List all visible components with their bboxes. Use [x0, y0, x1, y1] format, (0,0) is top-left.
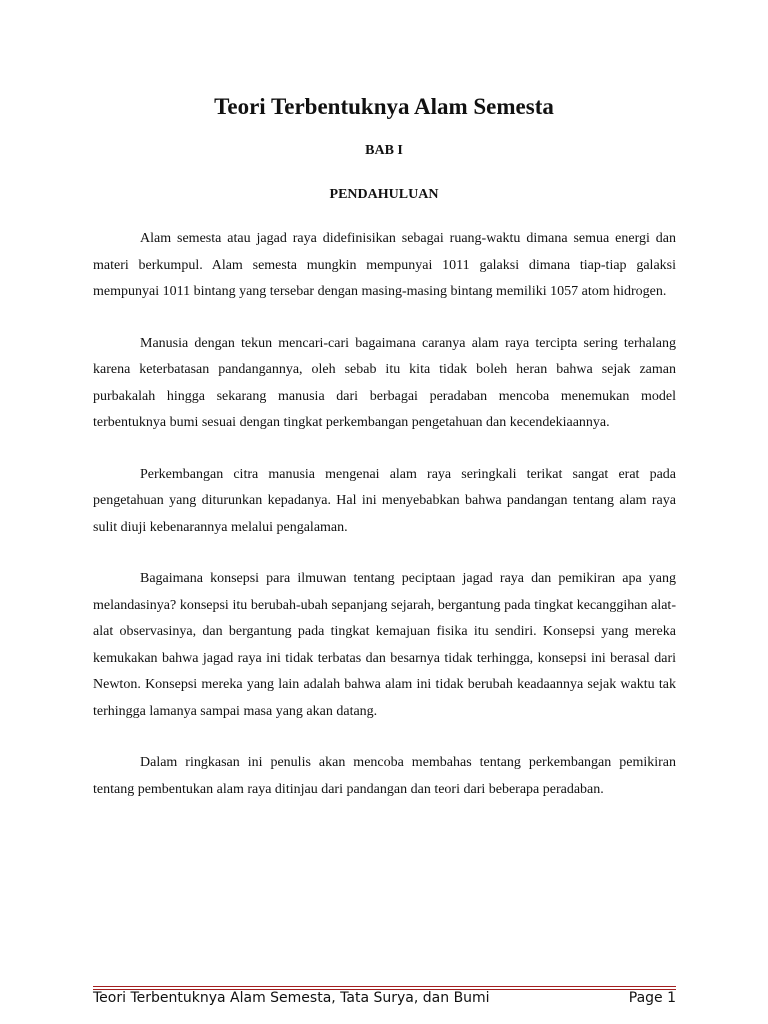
paragraph: Bagaimana konsepsi para ilmuwan tentang peciptaan jagad raya dan pemikiran apa yang melandasinya? konsepsi itu berubah-ubah sepanjang sejarah, bergantung pada tingkat kecanggihan alat-alat observasinya, dan bergantung pada tingkat kemajuan fisika itu sendiri. Konsepsi yang mereka kemukakan bahwa jagad raya ini tidak terbatas dan besarnya tidak terhingga, konsepsi ini berasal dari Newton. Konsepsi mereka yang lain adalah bahwa alam ini tidak berubah keadaannya sejak waktu tak terhingga lamanya sampai masa yang akan datang.: [93, 571, 676, 719]
chapter-heading: BAB I: [365, 143, 403, 158]
body-text: [93, 226, 676, 828]
page-number: Page 1: [628, 990, 676, 1006]
paragraph: Perkembangan citra manusia mengenai alam raya seringkali terikat sangat erat pada pengetahuan yang diturunkan kepadanya. Hal ini menyebabkan bahwa pandangan tentang alam raya sulit diuji kebenarannya melalui pengalaman.: [93, 466, 676, 535]
paragraph: Alam semesta atau jagad raya didefinisikan sebagai ruang-waktu dimana semua energi dan materi berkumpul. Alam semesta mungkin mempunyai 1011 galaksi dimana tiap-tiap galaksi mempunyai 1011 bintang yang tersebar dengan masing-masing bintang memiliki 1057 atom hidrogen.: [93, 231, 676, 299]
footer-rule: [93, 986, 676, 987]
paragraph: Manusia dengan tekun mencari-cari bagaimana caranya alam raya tercipta sering terhalang karena keterbatasan pandangannya, oleh sebab itu kita tidak boleh heran bahwa sejak zaman purbakalah hingga sekarang manusia dari berbagai peradaban mencoba menemukan model terbentuknya bumi sesuai dengan tingkat perkembangan pengetahuan dan kecendekiaannya.: [93, 335, 676, 430]
document-title: Teori Terbentuknya Alam Semesta: [214, 94, 554, 119]
section-heading: PENDAHULUAN: [329, 187, 439, 202]
footer-document-title: Teori Terbentuknya Alam Semesta, Tata Surya, dan Bumi: [93, 990, 490, 1006]
paragraph: Dalam ringkasan ini penulis akan mencoba membahas tentang perkembangan pemikiran tentang pembentukan alam raya ditinjau dari pandangan dan teori dari beberapa peradaban.: [93, 755, 676, 797]
